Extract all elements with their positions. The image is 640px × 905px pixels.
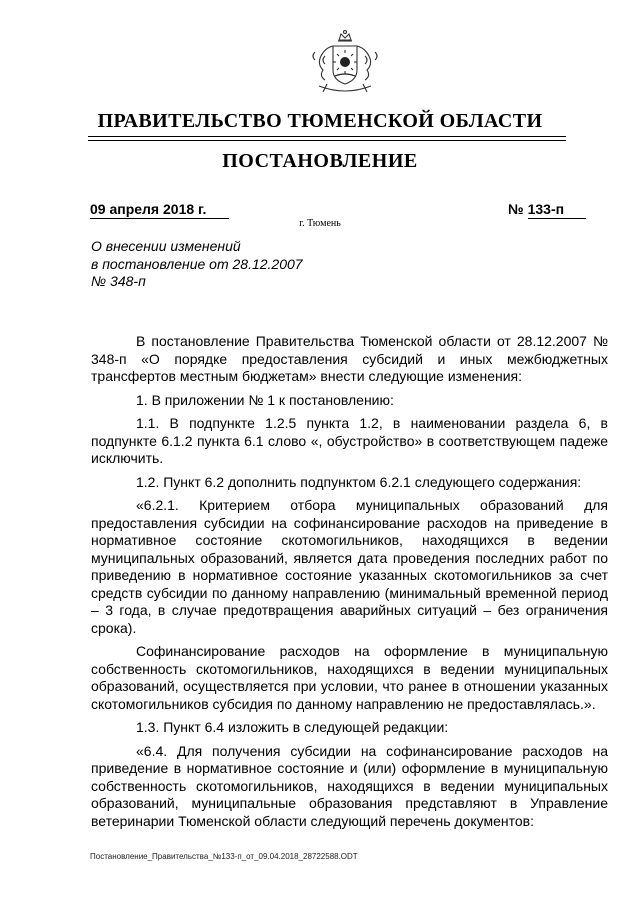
government-title: ПРАВИТЕЛЬСТВО ТЮМЕНСКОЙ ОБЛАСТИ <box>97 110 543 132</box>
body-paragraph: «6.2.1. Критерием отбора муниципальных образований для предоставления субсидии на софинансирование расходов на приведение в нормативное состояние скотомогильников, находящихся в ведении муниципальных образований, является дата проведения последних работ по приведению в нормативное состояние указанных скотомогильников за счет средств субсидии по данному направлению (минимальный временной период – 3 года, в случае предотвращения аварийных ситуаций – без ограничения срока). <box>91 497 608 636</box>
body-paragraph: «6.4. Для получения субсидии на софинансирование расходов на приведение в нормативное состояние и (или) оформление в муниципальную собственность скотомогильников, находящихся в ведении муниципальных образований, муниципальные образования представляют в Управление ветеринарии Тюменской области следующий перечень документов: <box>91 742 608 829</box>
subject-line: О внесении изменений <box>91 238 241 254</box>
document-number: 133-п <box>528 200 586 219</box>
body-paragraph: Софинансирование расходов на оформление в муниципальную собственность скотомогильников, находящихся в ведении муниципальных образований, осуществляется при условии, что ранее в отношении указанных скотомогильников субсидия по данному направлению не предоставлялась.». <box>91 643 608 712</box>
city-label: г. Тюмень <box>299 218 341 229</box>
body-paragraph: 1.3. Пункт 6.4 изложить в следующей редакции: <box>136 719 449 735</box>
body-paragraph: 1.1. В подпункте 1.2.5 пункта 1.2, в наименовании раздела 6, в подпункте 6.1.2 пункта 6.1 слово «, обустройство» в соответствующем падеже исключить. <box>91 415 608 466</box>
body-paragraph: 1.2. Пункт 6.2 дополнить подпунктом 6.2.1 следующего содержания: <box>136 473 582 490</box>
number-sign: № <box>508 201 524 217</box>
subject-line: в постановление от 28.12.2007 <box>91 255 303 272</box>
title-rule-thick <box>88 136 566 137</box>
body-paragraph: В постановление Правительства Тюменской области от 28.12.2007 № 348-п «О порядке предоставления субсидий и иных межбюджетных трансфертов местным бюджетам» внести следующие изменения: <box>91 333 608 384</box>
document-body <box>91 333 608 836</box>
document-number-line <box>508 200 596 219</box>
file-footer: Постановление_Правительства_№133-п_от_09.04.2018_28722588.ODT <box>90 852 358 861</box>
subject-block <box>91 238 411 291</box>
subject-line: № 348-п <box>91 273 146 289</box>
document-type-heading: ПОСТАНОВЛЕНИЕ <box>222 150 418 172</box>
body-paragraph: 1. В приложении № 1 к постановлению: <box>136 391 394 408</box>
tyumen-coat-of-arms-icon <box>305 26 385 106</box>
title-rule-thin <box>88 140 566 141</box>
document-date: 09 апреля 2018 г. <box>90 200 229 219</box>
